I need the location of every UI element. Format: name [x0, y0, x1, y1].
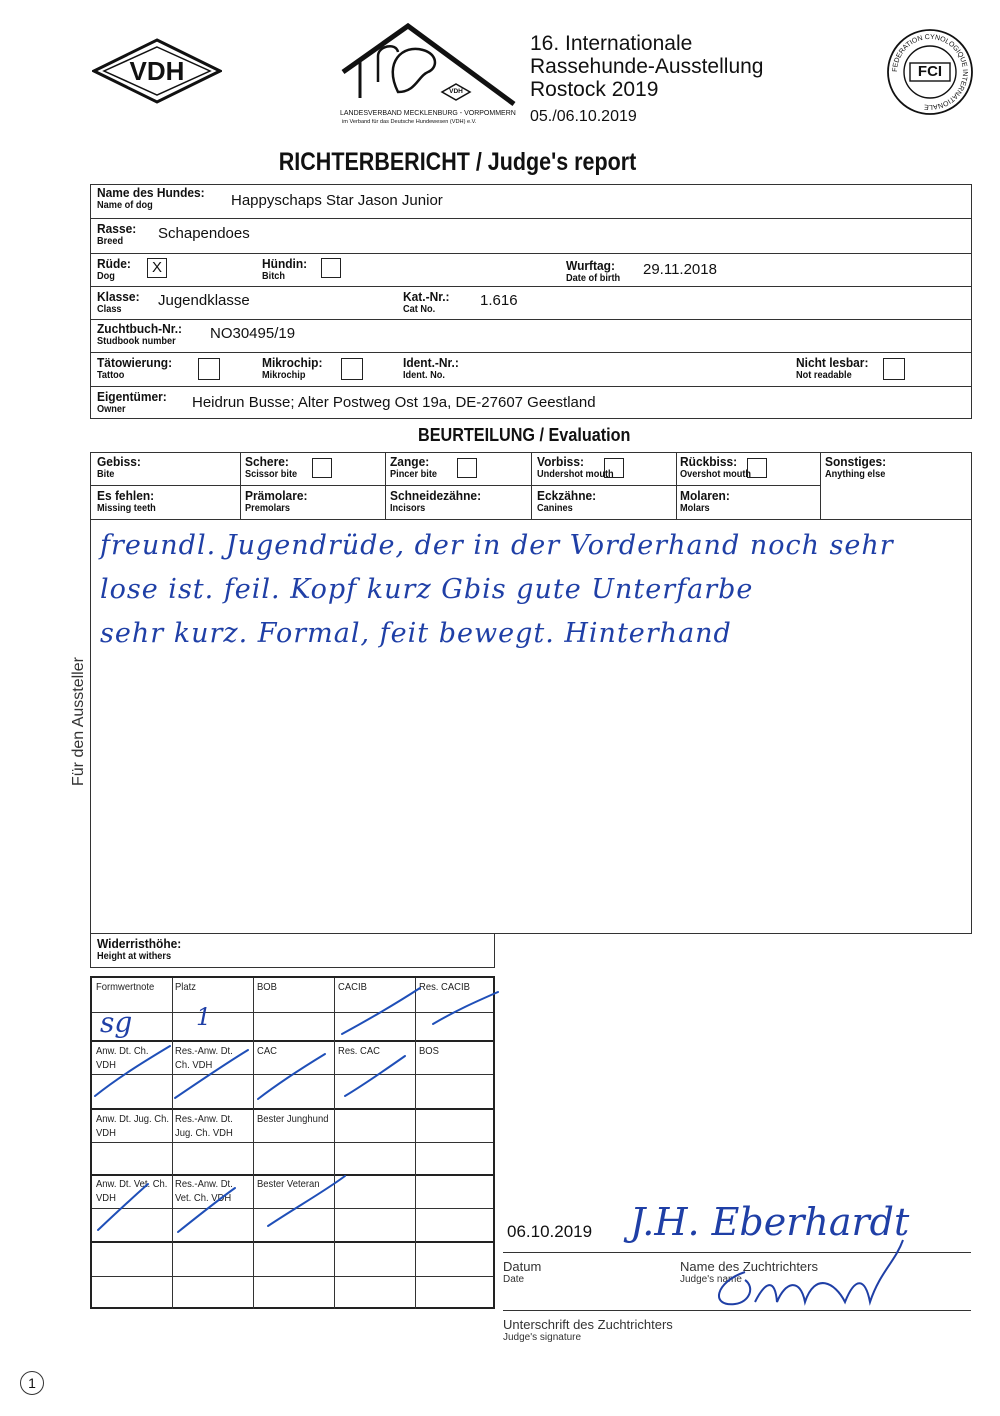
sig-label-group [503, 1317, 673, 1343]
name-sub: Name of dog [97, 200, 153, 211]
grid-cell-row1-3: CACIB [338, 981, 367, 993]
grid-cell-row2-0: Anw. Dt. Ch. VDH [96, 1045, 149, 1071]
grid-cell-row1-0: Formwertnote [96, 981, 155, 993]
sig-sub: Judge's signature [503, 1332, 582, 1343]
bite-cell-label: Schere: [245, 454, 289, 469]
class-value: Jugendklasse [158, 292, 250, 309]
chip-label: Mikrochip: [262, 355, 323, 370]
page-title: RICHTERBERICHT / Judge's report [278, 148, 637, 176]
bite-cell-4 [680, 455, 757, 480]
class-sub: Class [97, 304, 122, 315]
bite-cell-sub: Overshot mouth [680, 469, 752, 480]
notreadable-sub: Not readable [796, 370, 852, 381]
bite-cell-label: Gebiss: [97, 454, 141, 469]
date-label-group [503, 1259, 541, 1285]
teeth-cell-label: Es fehlen: [97, 488, 155, 503]
landesverband-logo [338, 22, 518, 132]
breed-value: Schapendoes [158, 225, 250, 242]
teeth-cell-4 [680, 489, 734, 514]
evaluation-text [100, 524, 960, 656]
chip-sub: Mikrochip [262, 370, 306, 381]
bite-cell-sub: Pincer bite [390, 469, 438, 480]
bite-cell-1 [245, 455, 302, 480]
breed-label-group [97, 222, 140, 247]
female-label: Hündin: [262, 256, 308, 271]
event-line2: Rassehunde-Ausstellung [530, 55, 764, 78]
owner-sub: Owner [97, 404, 126, 415]
date-sub: Date [503, 1274, 525, 1285]
signature-line [503, 1310, 971, 1311]
tattoo-checkbox[interactable] [198, 358, 220, 380]
bite-cell-5 [825, 455, 891, 480]
bite-checkbox-2[interactable] [457, 458, 477, 478]
teeth-cell-label: Molaren: [680, 488, 730, 503]
tattoo-label: Tätowierung: [97, 355, 173, 370]
bite-cell-label: Sonstiges: [825, 454, 887, 469]
vdh-logo [92, 38, 222, 104]
teeth-cell-sub: Premolars [245, 503, 291, 514]
male-sub: Dog [97, 271, 115, 282]
teeth-cell-sub: Canines [537, 503, 573, 514]
event-line1: 16. Internationale [530, 32, 693, 55]
eval-line-3: sehr kurz. Formal, feit bewegt. Hinterhand [100, 618, 732, 649]
event-line3: Rostock 2019 [530, 78, 659, 101]
dob-value: 29.11.2018 [643, 261, 717, 278]
grid-cell-row2-2: CAC [257, 1045, 277, 1057]
lv-line2: im Verband für das Deutsche Hundewesen (VDH) e.V. [342, 119, 477, 125]
bite-cell-sub: Scissor bite [245, 469, 298, 480]
teeth-cell-2 [390, 489, 489, 514]
breed-sub: Breed [97, 236, 124, 247]
male-label-group [97, 257, 134, 282]
fci-logo-text: FCI [917, 63, 943, 80]
grid-cell-row3-0: Anw. Dt. Jug. Ch. VDH [96, 1113, 170, 1139]
bite-cell-0 [97, 455, 145, 480]
bite-cell-sub: Undershot mouth [537, 469, 614, 480]
grid-cell-row4-2: Bester Veteran [257, 1178, 320, 1190]
teeth-cell-sub: Incisors [390, 503, 426, 514]
teeth-cell-sub: Missing teeth [97, 503, 156, 514]
page-number-text: 1 [28, 1375, 36, 1391]
ident-sub: Ident. No. [403, 370, 445, 381]
name-label-group [97, 186, 214, 211]
teeth-cell-label: Schneidezähne: [390, 488, 482, 503]
teeth-cell-label: Prämolare: [245, 488, 308, 503]
lv-line1: LANDESVERBAND MECKLENBURG - VORPOMMERN [340, 110, 516, 117]
teeth-cell-3 [537, 489, 601, 514]
tattoo-sub: Tattoo [97, 370, 125, 381]
eval-line-1: freundl. Jugendrüde, der in der Vorderhand noch sehr [100, 530, 894, 561]
studbook-label-group [97, 322, 189, 347]
lv-badge: VDH [449, 88, 463, 95]
male-checkbox[interactable] [147, 258, 167, 278]
bite-cell-sub: Anything else [825, 469, 886, 480]
sig-label: Unterschrift des Zuchtrichters [503, 1317, 673, 1332]
studbook-sub: Studbook number [97, 336, 176, 347]
evaluation-heading: BEURTEILUNG / Evaluation [418, 425, 631, 445]
grid-cell-row4-1: Res.-Anw. Dt. Vet. Ch. VDH [175, 1178, 233, 1204]
notreadable-checkbox[interactable] [883, 358, 905, 380]
grid-cell-row3-2: Bester Junghund [257, 1113, 329, 1125]
cat-label-group [403, 290, 454, 315]
bite-checkbox-3[interactable] [604, 458, 624, 478]
dob-sub: Date of birth [566, 273, 621, 284]
grid-cell-row4-0: Anw. Dt. Vet. Ch. VDH [96, 1178, 168, 1204]
bite-cell-label: Rückbiss: [680, 454, 738, 469]
name-value: Happyschaps Star Jason Junior [231, 192, 443, 209]
class-label-group [97, 290, 143, 315]
bite-cell-label: Vorbiss: [537, 454, 584, 469]
chip-label-group [262, 356, 328, 381]
female-label-group [262, 257, 311, 282]
notreadable-label-group [796, 356, 875, 381]
placement-value: 1 [196, 1003, 212, 1031]
studbook-value: NO30495/19 [210, 325, 296, 342]
bite-cell-2 [390, 455, 441, 480]
teeth-cell-sub: Molars [680, 503, 710, 514]
female-checkbox[interactable] [321, 258, 341, 278]
height-label-group [97, 937, 189, 962]
chip-checkbox[interactable] [341, 358, 363, 380]
breed-label: Rasse: [97, 221, 137, 236]
date-value: 06.10.2019 [507, 1222, 593, 1241]
svg-text:FEDERATION CYNOLOGIQUE INTERNA: FEDERATION CYNOLOGIQUE INTERNATIONALE [891, 33, 969, 111]
event-title [530, 32, 763, 128]
female-sub: Bitch [262, 271, 285, 282]
dog-house-icon [338, 22, 518, 112]
grid-cell-row2-1: Res.-Anw. Dt. Ch. VDH [175, 1045, 233, 1071]
grid-cell-row1-4: Res. CACIB [419, 981, 470, 993]
teeth-cell-0 [97, 489, 161, 514]
grid-cell-row2-3: Res. CAC [338, 1045, 381, 1057]
judge-sub: Judge's name [680, 1274, 742, 1285]
owner-label-group [97, 390, 173, 415]
eval-line-2: lose ist. feil. Kopf kurz Gbis gute Unterfarbe [100, 574, 754, 605]
height-label: Widerristhöhe: [97, 936, 182, 951]
strike-marks [90, 976, 500, 1316]
dob-label: Wurftag: [566, 258, 615, 273]
male-check-mark: X [151, 259, 162, 276]
dob-label-group [566, 259, 625, 284]
studbook-label: Zuchtbuch-Nr.: [97, 321, 183, 336]
name-label: Name des Hundes: [97, 185, 205, 200]
judge-name-handwritten: J.H. Eberhardt [630, 1200, 910, 1244]
vdh-logo-text: VDH [129, 56, 185, 86]
grid-cell-row2-4: BOS [419, 1045, 439, 1057]
bite-cell-label: Zange: [390, 454, 430, 469]
grid-cell-row1-1: Platz [175, 981, 197, 993]
teeth-cell-label: Eckzähne: [537, 488, 597, 503]
owner-label: Eigentümer: [97, 389, 167, 404]
grade-value: sg [100, 1006, 133, 1039]
bite-cell-sub: Bite [97, 469, 115, 480]
class-label: Klasse: [97, 289, 140, 304]
grid-cell-row1-2: BOB [257, 981, 277, 993]
ident-label: Ident.-Nr.: [403, 355, 459, 370]
cat-value: 1.616 [480, 292, 518, 309]
event-dates: 05./06.10.2019 [530, 108, 637, 125]
judge-signature [705, 1232, 925, 1314]
grid-cell-row3-1: Res.-Anw. Dt. Jug. Ch. VDH [175, 1113, 233, 1139]
ident-label-group [403, 356, 464, 381]
owner-value: Heidrun Busse; Alter Postweg Ost 19a, DE-27607 Geestland [192, 394, 596, 411]
bite-checkbox-1[interactable] [312, 458, 332, 478]
date-label: Datum [503, 1259, 542, 1274]
height-sub: Height at withers [97, 951, 172, 962]
fci-logo [886, 28, 974, 116]
side-text: Für den Aussteller [70, 657, 87, 786]
cat-label: Kat.-Nr.: [403, 289, 450, 304]
tattoo-label-group [97, 356, 179, 381]
notreadable-label: Nicht lesbar: [796, 355, 869, 370]
bite-checkbox-4[interactable] [747, 458, 767, 478]
judge-label: Name des Zuchtrichters [680, 1259, 818, 1274]
male-label: Rüde: [97, 256, 131, 271]
teeth-cell-1 [245, 489, 313, 514]
page-number [20, 1371, 44, 1395]
cat-sub: Cat No. [403, 304, 436, 315]
